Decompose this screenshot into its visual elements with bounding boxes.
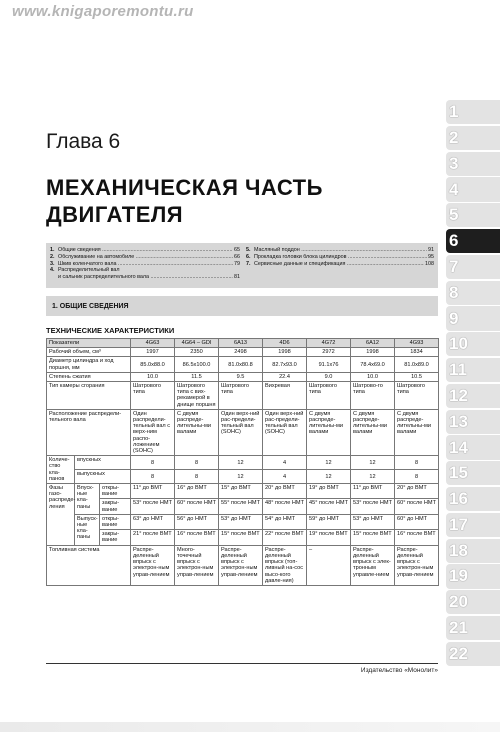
table-row [47, 348, 439, 357]
chapter-tab-15[interactable]: 15 [446, 461, 500, 485]
table-cell: 60° до НМТ [395, 514, 439, 529]
table-cell: 12 [351, 470, 395, 484]
table-cell: Распре-деленный впрыск с электрон-ным управ-лением [219, 545, 263, 585]
table-cell: 12 [219, 456, 263, 470]
table-cell: 1997 [131, 348, 175, 357]
row-label: Диаметр цилиндра и ход поршня, мм [47, 357, 131, 372]
row-label: Тип камеры сгорания [47, 382, 131, 410]
table-cell: 1834 [395, 348, 439, 357]
table-row [47, 530, 439, 545]
table-cell: 48° после НМТ [263, 499, 307, 514]
toc-column-right [246, 247, 434, 267]
table-cell: 54° до НМТ [263, 514, 307, 529]
toc-item-page: 65 [234, 247, 240, 253]
row-label: впускных [75, 456, 131, 470]
table-row [47, 357, 439, 372]
table-cell: 81.0x80.8 [219, 357, 263, 372]
table-cell: 8 [175, 456, 219, 470]
table-cell: 12 [307, 456, 351, 470]
chapter-tab-9[interactable]: 9 [446, 306, 500, 330]
table-cell: Распре-деленный впрыск с электрон-ным управ-лением [131, 545, 175, 585]
table-cell: 2350 [175, 348, 219, 357]
table-cell: 19° после ВМТ [307, 530, 351, 545]
toc-item-page: 66 [234, 253, 240, 260]
toc-item-title: Сервисные данные и спецификация ..... [254, 261, 424, 268]
toc-column-left [50, 247, 240, 281]
toc-item-title: Прокладка головки блока цилиндров ..... [254, 254, 427, 261]
table-cell: – [307, 545, 351, 585]
footer-divider [46, 663, 438, 664]
row-label: откры-вание [100, 514, 131, 529]
table-cell: Распре-деленный впрыск (топ-ливный на-сос высо-кого давле-ния) [263, 545, 307, 585]
row-group-label: Фазы газо-распреде-ления [47, 484, 75, 546]
table-cell: 53° до НМТ [351, 514, 395, 529]
chapter-title-line-1: МЕХАНИЧЕСКАЯ ЧАСТЬ [46, 175, 323, 200]
table-row [47, 456, 439, 470]
toc-item-title: Масляный поддон ..... [254, 247, 427, 254]
table-cell: 1998 [351, 348, 395, 357]
table-cell: 4 [263, 470, 307, 484]
table-cell: Шатрового типа с вих-рекамерой в днище поршня [175, 382, 219, 410]
table-cell: 2498 [219, 348, 263, 357]
chapter-title-line-2: ДВИГАТЕЛЯ [46, 202, 184, 227]
toc-item-page: 81 [234, 274, 240, 281]
table-cell: 8 [395, 456, 439, 470]
toc-item-number [50, 274, 58, 281]
table-cell: 9.5 [219, 372, 263, 381]
table-cell: 15° после ВМТ [351, 530, 395, 545]
table-row [47, 382, 439, 410]
table-row [47, 470, 439, 484]
table-cell: 15° после ВМТ [219, 530, 263, 545]
table-cell: 9.0 [307, 372, 351, 381]
chapter-tab-2[interactable]: 2 [446, 126, 500, 150]
toc-item-page: 91 [428, 247, 434, 253]
table-cell: 15° до ВМТ [219, 484, 263, 499]
toc-item-title: Шкив коленчатого вала ..... [58, 261, 233, 268]
chapter-tab-7[interactable]: 7 [446, 255, 500, 279]
toc-item[interactable] [50, 267, 240, 274]
chapter-tab-18[interactable]: 18 [446, 539, 500, 563]
chapter-label: Глава 6 [46, 130, 121, 153]
chapter-tab-11[interactable]: 11 [446, 358, 500, 382]
engine-col: 4G72 [307, 339, 351, 348]
toc-item-number: 2. [50, 253, 55, 260]
table-cell: 12 [219, 470, 263, 484]
row-subgroup-label: Впуск-ные кла-паны [75, 484, 100, 515]
table-cell: 86.5x100.0 [175, 357, 219, 372]
engine-col: 6A13 [219, 339, 263, 348]
row-label: выпускных [75, 470, 131, 484]
table-cell: 11° до ВМТ [351, 484, 395, 499]
table-cell: 2972 [307, 348, 351, 357]
table-cell: 11.5 [175, 372, 219, 381]
chapter-tab-10[interactable]: 10 [446, 332, 500, 356]
table-cell: 16° после ВМТ [175, 530, 219, 545]
table-cell: 20° до ВМТ [263, 484, 307, 499]
toc-item-number: 3. [50, 260, 55, 267]
publisher-name: Издательство «Монолит» [360, 667, 438, 674]
table-cell: 91.1x76 [307, 357, 351, 372]
table-cell: 8 [131, 456, 175, 470]
table-cell: Шатрового типа [307, 382, 351, 410]
table-row [47, 514, 439, 529]
table-cell: Вихревая [263, 382, 307, 410]
chapter-tab-20[interactable]: 20 [446, 590, 500, 614]
table-cell: Шатрового типа [395, 382, 439, 410]
chapter-tab-4[interactable]: 4 [446, 177, 500, 201]
table-cell: Шатрового типа [131, 382, 175, 410]
engine-col: 4G64 – GDI [175, 339, 219, 348]
table-cell: 53° после НМТ [131, 499, 175, 514]
table-cell: Один верх-ний рас-предели-тельный вал (SOHC) [219, 409, 263, 455]
chapter-tabs [446, 100, 500, 668]
table-cell: Шатрово-го типа [351, 382, 395, 410]
table-cell: 16° до ВМТ [175, 484, 219, 499]
chapter-tab-13[interactable]: 13 [446, 410, 500, 434]
chapter-tab-5[interactable]: 5 [446, 203, 500, 227]
toc-item[interactable] [246, 254, 434, 261]
engine-col: 4G93 [395, 339, 439, 348]
table-row [47, 409, 439, 455]
chapter-title [46, 174, 426, 228]
row-label: закры-вание [100, 499, 131, 514]
table-cell: 16° после ВМТ [395, 530, 439, 545]
chapter-tab-16[interactable]: 16 [446, 487, 500, 511]
row-label: закры-вание [100, 530, 131, 545]
chapter-tab-6-active[interactable]: 6 [446, 229, 500, 253]
row-label: Расположение распредели-тельного вала [47, 409, 131, 455]
table-cell: 4 [263, 456, 307, 470]
chapter-tab-22[interactable]: 22 [446, 642, 500, 666]
toc-item-number: 4. [50, 267, 55, 274]
toc-item[interactable] [50, 247, 240, 254]
table-cell: 60° после НМТ [395, 499, 439, 514]
table-cell: 53° после НМТ [351, 499, 395, 514]
table-row [47, 372, 439, 381]
toc-item-page: 79 [234, 260, 240, 267]
toc-item-title: Распределительный вал [58, 267, 120, 274]
specs-heading: ТЕХНИЧЕСКИЕ ХАРАКТЕРИСТИКИ [46, 326, 175, 335]
table-cell: 12 [351, 456, 395, 470]
row-label: откры-вание [100, 484, 131, 499]
table-cell: 12 [307, 470, 351, 484]
table-cell: С двумя распреде-лительны-ми валами [307, 409, 351, 455]
toc-item-title: Общие сведения ..... [58, 247, 233, 254]
table-row [47, 484, 439, 499]
toc-item-title: Обслуживание на автомобиле ..... [58, 254, 233, 261]
toc-item-number: 5. [246, 247, 251, 253]
table-cell: С двумя распреде-лительны-ми валами [395, 409, 439, 455]
chapter-tab-17[interactable]: 17 [446, 513, 500, 537]
row-label: Рабочий объем, см³ [47, 348, 131, 357]
table-cell: 21° после ВМТ [131, 530, 175, 545]
table-cell: 78.4x69.0 [351, 357, 395, 372]
row-label: Топливная система [47, 545, 131, 585]
table-cell: Один верх-ний рас-предели-тельный вал (SOHC) [263, 409, 307, 455]
chapter-tab-12[interactable]: 12 [446, 384, 500, 408]
watermark: www.knigaporemontu.ru [12, 3, 194, 20]
section-heading-bar [46, 296, 438, 316]
table-cell: С двумя распреде-лительны-ми валами [351, 409, 395, 455]
table-cell: 1998 [263, 348, 307, 357]
table-header-row [47, 339, 439, 348]
table-cell: 81.0x89.0 [395, 357, 439, 372]
toc-item[interactable] [50, 254, 240, 261]
table-cell: 8 [395, 470, 439, 484]
table-cell: Много-точечный впрыск с электрон-ным управ-лением [175, 545, 219, 585]
table-cell: Распре-деленный впрыск с электрон-ным управ-лением [395, 545, 439, 585]
table-cell: 60° после НМТ [175, 499, 219, 514]
chapter-tab-21[interactable]: 21 [446, 616, 500, 640]
table-cell: 10.5 [395, 372, 439, 381]
table-cell: 82.7x93.0 [263, 357, 307, 372]
toc-item-number: 1. [50, 247, 55, 253]
engine-col: 6A12 [351, 339, 395, 348]
table-cell: 63° до НМТ [131, 514, 175, 529]
table-cell: 56° до НМТ [175, 514, 219, 529]
chapter-tab-8[interactable]: 8 [446, 281, 500, 305]
toc-item-number: 7. [246, 260, 251, 267]
toc-item[interactable] [246, 261, 434, 268]
table-cell: 53° до НМТ [219, 514, 263, 529]
table-cell: 8 [131, 470, 175, 484]
row-subgroup-label: Выпуск-ные кла-паны [75, 514, 100, 545]
table-cell: 19° до ВМТ [307, 484, 351, 499]
table-cell: 55° после НМТ [219, 499, 263, 514]
chapter-tab-19[interactable]: 19 [446, 564, 500, 588]
table-cell: 8 [175, 470, 219, 484]
toc-item[interactable] [246, 247, 434, 254]
table-cell: 22° после ВМТ [263, 530, 307, 545]
table-cell: 11° до ВМТ [131, 484, 175, 499]
chapter-tab-1[interactable]: 1 [446, 100, 500, 124]
toc-item-continued[interactable] [50, 274, 240, 281]
table-cell: 20° до ВМТ [395, 484, 439, 499]
specs-table [46, 338, 439, 586]
table-cell: Шатрового типа [219, 382, 263, 410]
table-row [47, 499, 439, 514]
engine-col: 4D6 [263, 339, 307, 348]
table-cell: 10.0 [131, 372, 175, 381]
table-cell: Один распредели-тельный вал с верх-ним распо-ложением (SOHC) [131, 409, 175, 455]
chapter-contents [46, 243, 438, 288]
table-cell: 10.0 [351, 372, 395, 381]
table-cell: 59° до НМТ [307, 514, 351, 529]
table-cell: 22.4 [263, 372, 307, 381]
table-cell: 85.0x88.0 [131, 357, 175, 372]
chapter-tab-14[interactable]: 14 [446, 435, 500, 459]
section-title: 1. ОБЩИЕ СВЕДЕНИЯ [52, 302, 129, 310]
toc-item-page: 95 [428, 253, 434, 260]
toc-item-title: и сальник распределительного вала ..... [58, 274, 233, 281]
row-group-label: Количе-ство кла-панов [47, 456, 75, 484]
table-cell: С двумя распреде-лительны-ми валами [175, 409, 219, 455]
header-label: Показатели [47, 339, 131, 348]
table-row [47, 545, 439, 585]
toc-item-number: 6. [246, 253, 251, 260]
bottom-strip [0, 722, 500, 732]
engine-col: 4G63 [131, 339, 175, 348]
toc-item-page: 108 [425, 260, 434, 267]
row-label: Степень сжатия [47, 372, 131, 381]
chapter-tab-3[interactable]: 3 [446, 152, 500, 176]
table-cell: 45° после НМТ [307, 499, 351, 514]
table-cell: Распре-деленный впрыск с элек-тронным управле-нием [351, 545, 395, 585]
